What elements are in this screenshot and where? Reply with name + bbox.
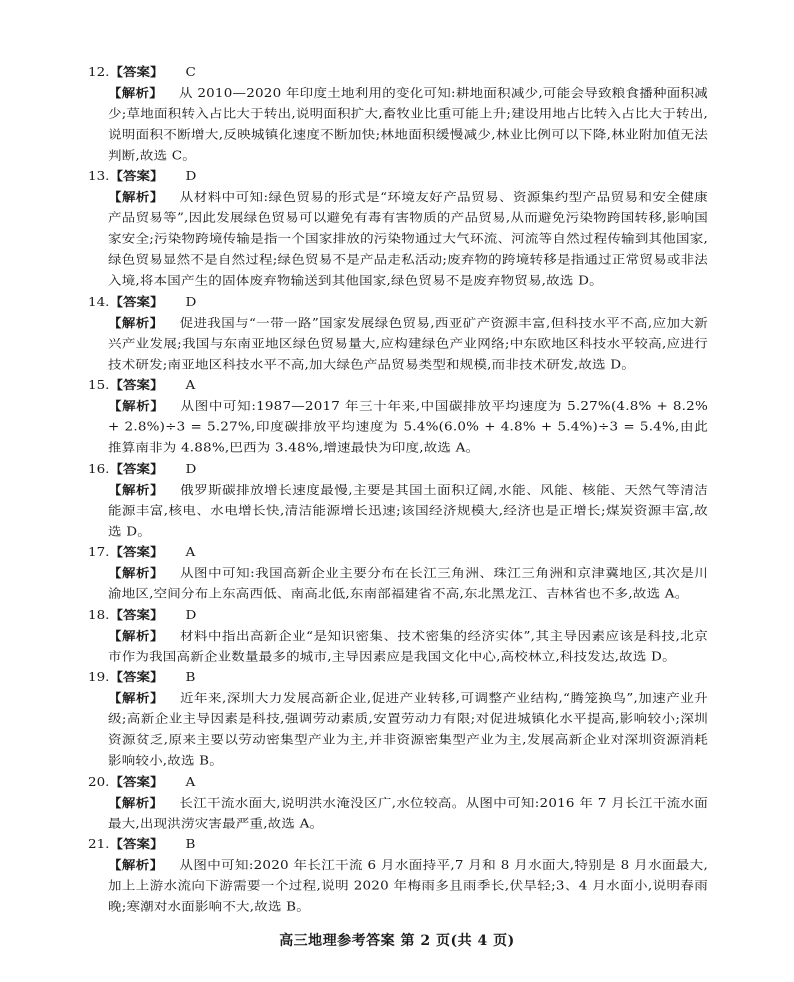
analysis-text: 材料中指出高新企业“是知识密集、技术密集的经济实体”,其主导因素应该是科技,北京市作为我国高新企业数量最多的城市,主导因素应是我国文化中心,高校林立,科技发达,故选 D。 [108,629,708,664]
analysis-text: 从图中可知:2020 年长江干流 6 月水面持平,7 月和 8 月水面大,特别是 8 月水面最大,加上上游水流向下游需要一个过程,说明 2020 年梅雨多且雨季长,伏旱轻;3、4 月水面小,说明春雨晚;寒潮对水面影响不大,故选 B。 [108,858,708,915]
question-number: 12. [88,65,110,80]
analysis-label: 【解析】 [108,691,165,706]
question-number: 16. [88,462,110,477]
answer-label: 【答案】 [109,670,164,685]
answer-row [88,375,708,396]
analysis-text: 从图中可知:我国高新企业主要分布在长江三角洲、珠江三角洲和京津冀地区,其次是川渝地区,空间分布上东高西低、南高北低,东南部福建省不高,东北黑龙江、吉林省也不多,故选 A。 [108,566,708,602]
answer-item-14 [88,292,708,376]
analysis-label: 【解析】 [108,858,164,873]
answer-value: A [185,378,196,393]
answer-label: 【答案】 [109,837,164,852]
answer-value: A [185,545,196,560]
answer-label: 【答案】 [109,608,164,623]
answer-row [88,292,708,313]
page-footer: 高三地理参考答案 第 2 页(共 4 页) [279,933,515,949]
answer-label: 【答案】 [109,169,164,184]
answer-row [88,834,708,855]
answer-label: 【答案】 [109,295,164,310]
analysis-paragraph [88,83,708,167]
analysis-text: 促进我国与“一带一路”国家发展绿色贸易,西亚矿产资源丰富,但科技水平不高,应加大新兴产业发展;我国与东南亚地区绿色贸易量大,应构建绿色产业网络;中东欧地区科技水平较高,应进行技术研发;南亚地区科技水平不高,加大绿色产品贸易类型和规模,而非技术研发,故选 D。 [108,316,708,372]
analysis-text: 长江干流水面大,说明洪水淹没区广,水位较高。从图中可知:2016 年 7 月长江干流水面最大,出现洪涝灾害最严重,故选 A。 [108,796,708,831]
analysis-label: 【解析】 [108,86,164,101]
analysis-paragraph [88,313,708,376]
analysis-text: 从材料中可知:绿色贸易的形式是“环境友好产品贸易、资源集约型产品贸易和安全健康产品贸易等”,因此发展绿色贸易可以避免有毒有害物质的产品贸易,从而避免污染物跨国转移,影响国家安全;污染物跨境传输是指一个国家排放的污染物通过大气环流、河流等自然过程传输到其他国家,绿色贸易显然不是自然过程;绿色贸易不是产品走私活动;废弃物的跨境转移是指通过正常贸易或非法入境,将本国产生的固体废弃物输送到其他国家,绿色贸易不是废弃物贸易,故选 D。 [108,190,708,289]
answer-value: D [185,462,197,477]
answer-label: 【答案】 [109,775,164,790]
answer-value: D [185,295,197,310]
answer-row [88,166,708,187]
analysis-label: 【解析】 [108,190,164,205]
analysis-label: 【解析】 [108,566,165,581]
question-number: 21. [88,837,110,852]
answer-item-21 [88,834,708,918]
analysis-label: 【解析】 [108,796,164,811]
analysis-paragraph [88,563,708,605]
analysis-paragraph [88,793,708,835]
analysis-paragraph [88,480,708,543]
answer-row [88,542,708,563]
analysis-paragraph [88,855,708,918]
question-number: 18. [88,608,110,623]
question-number: 13. [88,169,110,184]
analysis-paragraph [88,187,708,291]
question-number: 14. [88,295,110,310]
answer-row [88,459,708,480]
answer-item-13 [88,166,708,291]
answer-value: C [185,65,196,80]
answer-item-18 [88,605,708,668]
answer-label: 【答案】 [109,545,164,560]
answer-value: D [185,608,197,623]
answer-item-12 [88,62,708,166]
answer-value: A [185,775,196,790]
analysis-paragraph [88,626,708,668]
answer-row [88,772,708,793]
answer-row [88,667,708,688]
answer-item-15 [88,375,708,459]
answer-value: B [185,837,196,852]
answer-row [88,605,708,626]
answer-value: D [185,169,197,184]
analysis-text: 从图中可知:1987—2017 年三十年来,中国碳排放平均速度为 5.27%(4.8% + 8.2% + 2.8%)÷3 = 5.27%,印度碳排放平均速度为 5.4%(6.0% + 4.8% + 5.4%)÷3 = 5.4%,由此推算南非为 4.88%,巴西为 3.48%,增速最快为印度,故选 A。 [108,399,708,456]
analysis-label: 【解析】 [108,399,165,414]
analysis-text: 近年来,深圳大力发展高新企业,促进产业转移,可调整产业结构,“腾笼换鸟”,加速产业升级;高新企业主导因素是科技,强调劳动素质,安置劳动力有限;对促进城镇化水平提高,影响较小;深圳资源贫乏,原来主要以劳动密集型产业为主,并非资源密集型产业为主,发展高新企业对深圳资源消耗影响较小,故选 B。 [108,691,708,769]
analysis-paragraph [88,396,708,459]
analysis-label: 【解析】 [108,316,164,330]
answer-item-19 [88,667,708,771]
answer-label: 【答案】 [109,462,164,477]
analysis-text: 从 2010—2020 年印度土地利用的变化可知:耕地面积减少,可能会导致粮食播种面积减少;草地面积转入占比大于转出,说明面积扩大,畜牧业比重可能上升;建设用地占比转入占比大于转出,说明面积不断增大,反映城镇化速度不断加快;林地面积缓慢减少,林业比例可以下降,林业附加值无法判断,故选 C。 [108,86,708,163]
answer-item-20 [88,772,708,835]
question-number: 20. [88,775,110,790]
question-number: 17. [88,545,110,560]
analysis-label: 【解析】 [108,483,165,497]
analysis-paragraph [88,688,708,772]
answer-item-16 [88,459,708,543]
answer-value: B [185,670,196,685]
question-number: 15. [88,378,110,393]
answer-label: 【答案】 [109,65,164,80]
answer-item-17 [88,542,708,605]
question-number: 19. [88,670,110,685]
analysis-text: 俄罗斯碳排放增长速度最慢,主要是其国土面积辽阔,水能、风能、核能、天然气等清洁能源丰富,核电、水电增长快,清洁能源增长迅速;该国经济规模大,经济也是正增长;煤炭资源丰富,故选 D。 [108,483,708,539]
answer-label: 【答案】 [109,378,164,393]
analysis-label: 【解析】 [108,629,165,644]
answer-row [88,62,708,83]
